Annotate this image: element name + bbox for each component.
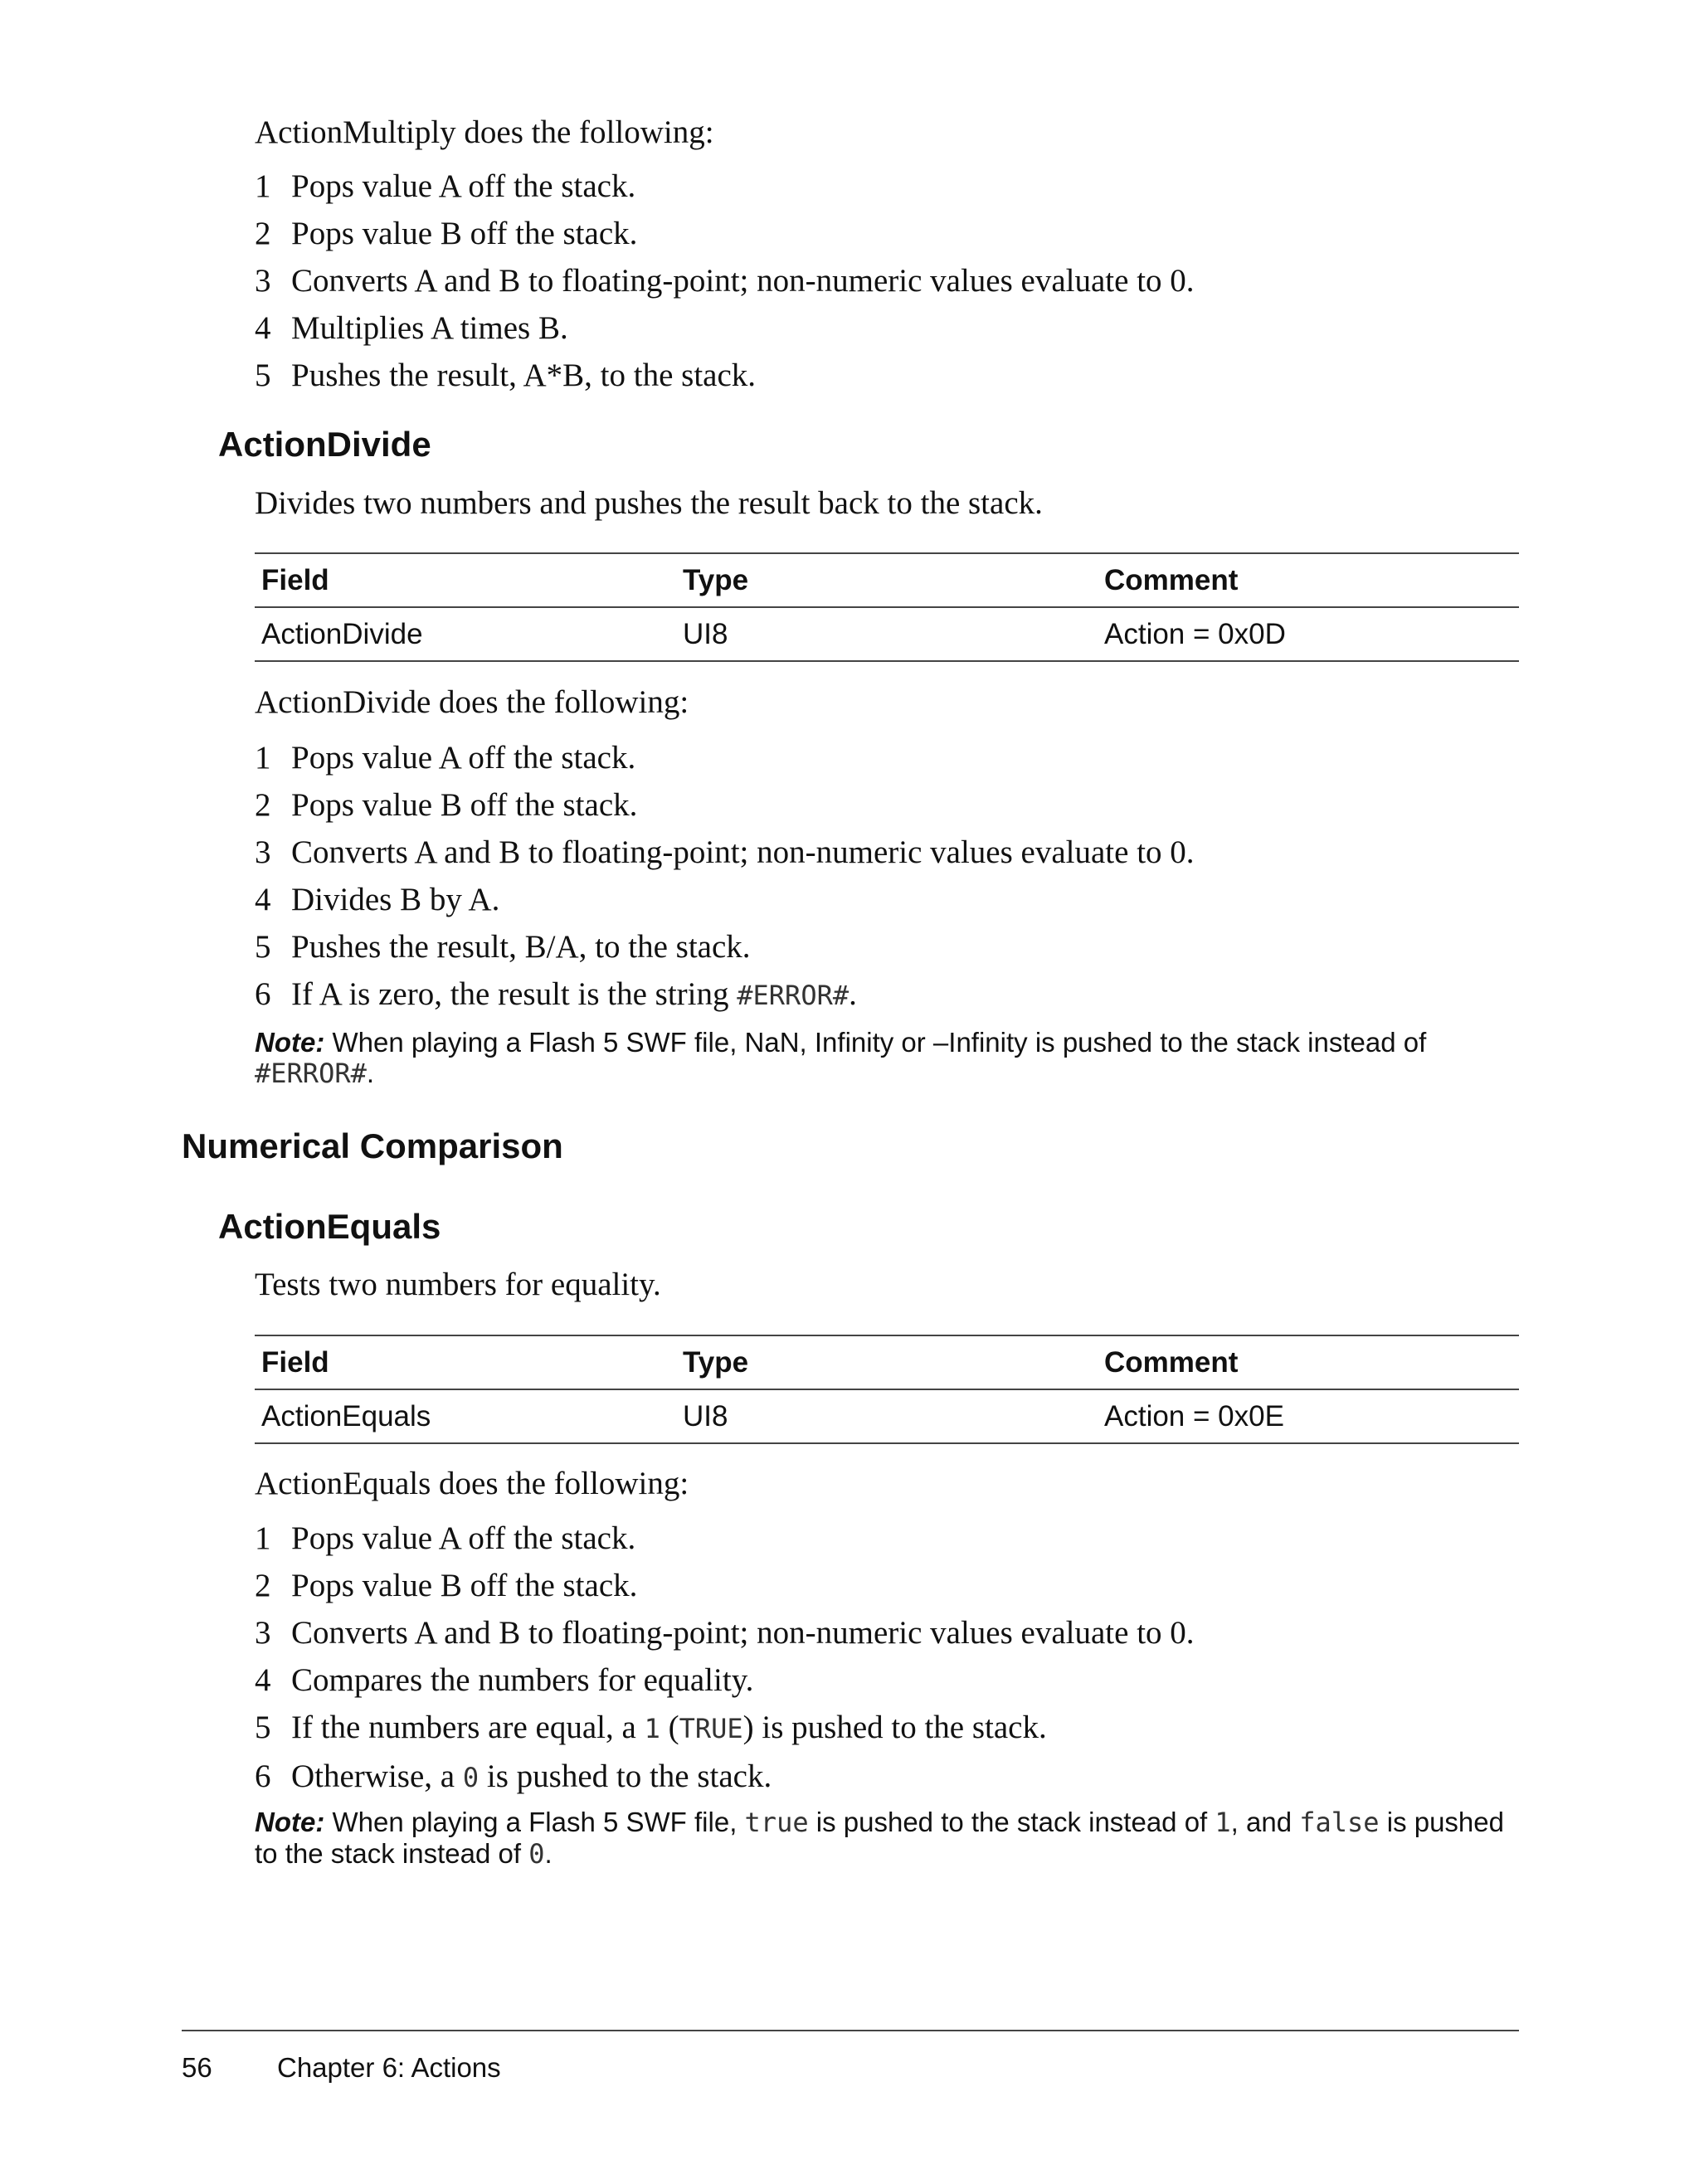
list-item: 4 Multiplies A times B. [255,310,568,346]
chapter-title: Chapter 6: Actions [277,2052,501,2083]
footer-divider [182,2030,1519,2031]
divide-field-table [255,552,1519,662]
list-item: 2 Pops value B off the stack. [255,787,638,823]
divide-note: Note: When playing a Flash 5 SWF file, NaN, Infinity or –Infinity is pushed to the stack instead of #ERROR#. [255,1027,1427,1089]
multiply-steps [255,163,1195,399]
code-zero: 0 [462,1762,480,1793]
column-header-field: Field [255,1335,676,1389]
equals-steps [255,1515,1195,1802]
list-item: 1 Pops value A off the stack. [255,1520,636,1556]
multiply-intro: ActionMultiply does the following: [255,114,714,150]
note-label: Note: [255,1027,325,1058]
column-header-comment: Comment [1098,1335,1519,1389]
code-true-lower: true [744,1807,809,1838]
column-header-type: Type [676,553,1098,607]
equals-field-table [255,1335,1519,1444]
list-item: 5 Pushes the result, A*B, to the stack. [255,358,757,393]
table-cell-type: UI8 [676,1389,1098,1443]
equals-description: Tests two numbers for equality. [255,1267,661,1302]
table-cell-type: UI8 [676,607,1098,661]
table-cell-comment: Action = 0x0D [1098,607,1519,661]
equals-intro: ActionEquals does the following: [255,1466,689,1501]
divide-description: Divides two numbers and pushes the result back to the stack. [255,485,1043,521]
list-item: 4 Divides B by A. [255,882,500,917]
list-item: 6 If A is zero, the result is the string #ERROR#. [255,976,857,1012]
table-cell-field: ActionEquals [255,1389,676,1443]
table-header-row [255,1335,1519,1389]
table-row [255,1389,1519,1443]
code-one: 1 [644,1713,660,1744]
note-label: Note: [255,1807,325,1837]
page-number: 56 [182,2052,212,2083]
divide-intro: ActionDivide does the following: [255,684,689,720]
column-header-field: Field [255,553,676,607]
list-item: 1 Pops value A off the stack. [255,740,636,776]
list-item: 1 Pops value A off the stack. [255,168,636,204]
list-item: 2 Pops value B off the stack. [255,1568,638,1603]
list-item: 3 Converts A and B to floating-point; non-numeric values evaluate to 0. [255,263,1195,299]
column-header-comment: Comment [1098,553,1519,607]
list-item: 3 Converts A and B to floating-point; non-numeric values evaluate to 0. [255,834,1195,870]
list-item: 2 Pops value B off the stack. [255,216,638,251]
code-one: 1 [1215,1807,1231,1838]
section-heading-action-divide: ActionDivide [218,425,431,464]
code-error: #ERROR# [737,980,850,1011]
table-row [255,607,1519,661]
table-header-row [255,553,1519,607]
list-item: 4 Compares the numbers for equality. [255,1662,754,1698]
list-item: 5 Pushes the result, B/A, to the stack. [255,929,751,965]
equals-note: Note: When playing a Flash 5 SWF file, true is pushed to the stack instead of 1, and false is pushed to the stack instead of 0. [255,1807,1504,1870]
code-false-lower: false [1299,1807,1380,1838]
list-item: 5 If the numbers are equal, a 1 (TRUE) is pushed to the stack. [255,1710,1047,1745]
code-zero: 0 [528,1838,545,1870]
divide-steps [255,734,1195,1019]
list-item: 6 Otherwise, a 0 is pushed to the stack. [255,1758,772,1794]
code-true: TRUE [679,1713,743,1744]
section-heading-action-equals: ActionEquals [218,1207,441,1246]
list-item: 3 Converts A and B to floating-point; non-numeric values evaluate to 0. [255,1615,1195,1651]
table-cell-comment: Action = 0x0E [1098,1389,1519,1443]
table-cell-field: ActionDivide [255,607,676,661]
code-error: #ERROR# [255,1058,367,1089]
section-heading-numerical-comparison: Numerical Comparison [182,1126,563,1165]
column-header-type: Type [676,1335,1098,1389]
